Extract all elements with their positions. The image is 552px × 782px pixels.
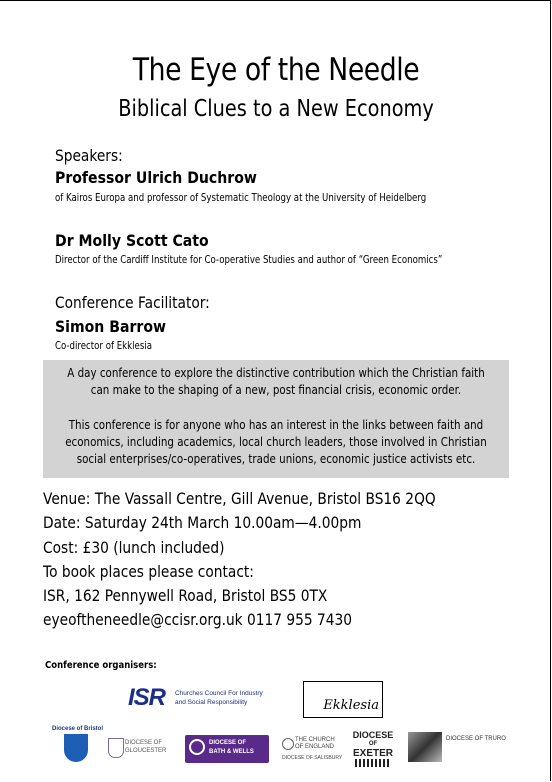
description-para-2: This conference is for anyone who has an interest in the links between faith and economics, including academics, local church leaders, those involved in Christian social enterprises/co-operatives, trade unions, economic justice activists etc.: [65, 418, 487, 466]
salisbury-logo: [282, 737, 344, 765]
exeter-logo: [350, 731, 396, 769]
isr-text-1: Churches Council For Industry: [175, 690, 263, 697]
description-para-1: A day conference to explore the distinctive contribution which the Christian faith can make to the shaping of a new, post financial crisis, economic order.: [67, 366, 485, 397]
facilitator-name: Simon Barrow: [55, 317, 167, 336]
venue-line: Venue: The Vassall Centre, Gill Avenue, Bristol BS16 2QQ: [43, 489, 436, 508]
speakers-label: Speakers:: [55, 146, 123, 165]
exeter-pattern-icon: [355, 759, 391, 767]
gloucester-text-1: DIOCESE OF: [125, 740, 163, 746]
ekklesia-text: Ekklesia: [323, 698, 379, 713]
salisbury-text-1: THE CHURCH: [295, 737, 335, 743]
bristol-text: Diocese of Bristol: [52, 726, 104, 732]
truro-text: DIOCESE OF TRURO: [446, 736, 506, 742]
exeter-text-2: OF: [368, 741, 378, 747]
date-line: Date: Saturday 24th March 10.00am—4.00pm: [43, 513, 362, 532]
speaker-2-desc: Director of the Cardiff Institute for Co-operative Studies and author of “Green Economics”: [55, 254, 443, 266]
gloucester-text-2: GLOUCESTER: [125, 748, 167, 754]
page-subtitle: Biblical Clues to a New Economy: [118, 96, 434, 122]
organisers-label: Conference organisers:: [45, 660, 157, 671]
bristol-logo: [52, 726, 104, 766]
bristol-shield-icon: [64, 734, 88, 762]
description-box: [43, 360, 509, 478]
contact-line[interactable]: eyeoftheneedle@ccisr.org.uk 0117 955 7430: [43, 610, 353, 629]
speaker-1-name: Professor Ulrich Duchrow: [55, 168, 257, 187]
salisbury-text-2: OF ENGLAND: [295, 744, 335, 750]
page-title: The Eye of the Needle: [132, 52, 420, 88]
truro-image-icon: [408, 732, 442, 762]
isr-mark: ISR: [128, 684, 166, 711]
isr-text-2: and Social Responsibility: [175, 699, 248, 706]
ekklesia-logo: [303, 681, 383, 718]
address-line: ISR, 162 Pennywell Road, Bristol BS5 0TX: [43, 586, 328, 605]
facilitator-label: Conference Facilitator:: [55, 293, 210, 312]
booking-line: To book places please contact:: [43, 562, 254, 581]
speaker-2-name: Dr Molly Scott Cato: [55, 231, 209, 250]
bath-wells-cross-icon: [189, 739, 205, 755]
salisbury-emblem-icon: [282, 738, 294, 750]
salisbury-text-3: DIOCESE OF SALISBURY: [282, 755, 343, 761]
isr-logo: [128, 686, 278, 716]
exeter-text-3: EXETER: [352, 748, 393, 759]
gloucester-crest-icon: [108, 738, 124, 758]
facilitator-desc: Co-director of Ekklesia: [55, 340, 153, 352]
bath-wells-logo: [185, 735, 269, 763]
cost-line: Cost: £30 (lunch included): [43, 538, 225, 557]
bath-wells-text-2: BATH & WELLS: [209, 749, 254, 755]
speaker-1-desc: of Kairos Europa and professor of Systematic Theology at the University of Heidelberg: [55, 192, 427, 204]
gloucester-logo: [108, 736, 170, 762]
bath-wells-text-1: DIOCESE OF: [209, 740, 247, 746]
exeter-text-1: DIOCESE: [352, 730, 394, 740]
truro-logo: [408, 732, 508, 764]
